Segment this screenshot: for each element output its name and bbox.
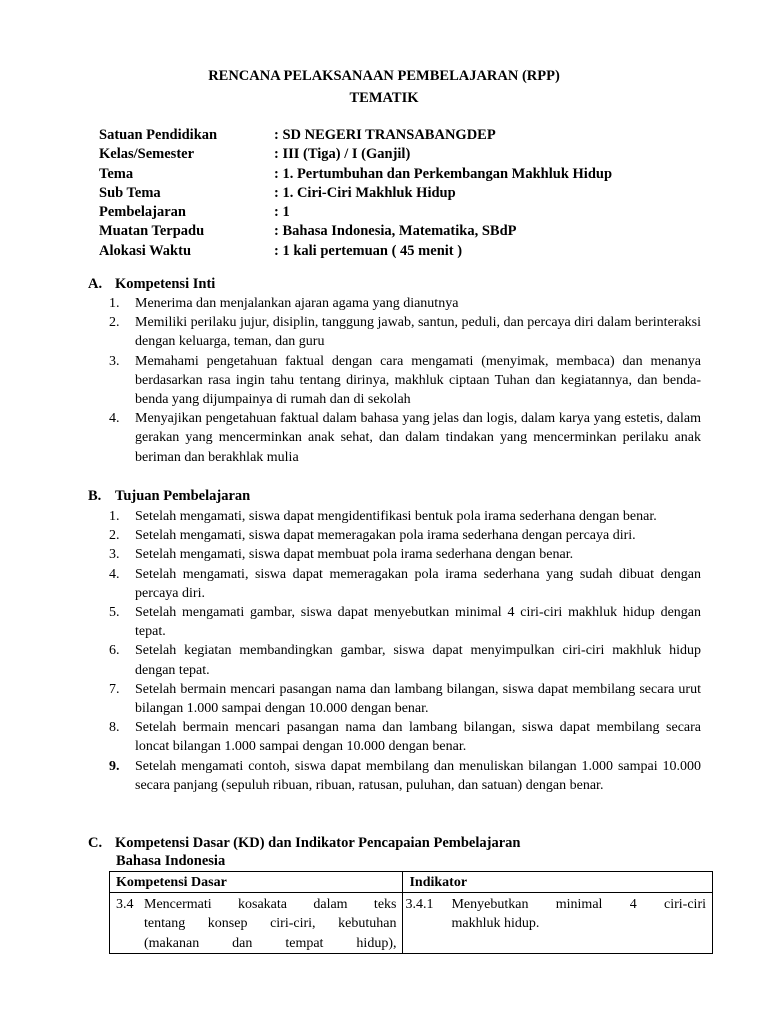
info-label: Muatan Terpadu	[99, 223, 205, 240]
list-item	[109, 507, 701, 526]
table-header-row	[110, 872, 713, 893]
item-number: 1.	[109, 296, 120, 311]
list-item	[109, 680, 701, 718]
indikator-line: Menyebutkan minimal 4 ciri-ciri	[451, 897, 706, 912]
kd-line: (makanan dan tempat hidup),	[144, 935, 397, 951]
list-item	[109, 313, 701, 351]
item-text: Setelah bermain mencari pasangan nama dan lambang bilangan, siswa dapat membilang secara urut bilangan 1.000 sampai dengan 10.000 dengan benar.	[135, 681, 701, 717]
item-text: Setelah mengamati, siswa dapat membuat pola irama sederhana dengan benar.	[135, 547, 574, 563]
identity-block	[99, 126, 739, 261]
tujuan-pembelajaran-list	[109, 507, 701, 795]
list-item	[109, 526, 701, 545]
item-text: Setelah mengamati, siswa dapat mengidentifikasi bentuk pola irama sederhana dengan benar.	[135, 509, 657, 524]
section-letter: B.	[88, 488, 102, 504]
info-row	[99, 165, 739, 184]
info-label: Kelas/Semester	[99, 146, 195, 163]
subject-heading: Bahasa Indonesia	[116, 853, 226, 869]
kd-line: Mencermati kosakata dalam teks	[144, 897, 397, 912]
section-letter: C.	[88, 835, 103, 851]
info-row	[99, 184, 739, 203]
column-header: Indikator	[403, 872, 713, 893]
item-number: 4.	[109, 411, 120, 427]
list-item	[109, 757, 701, 795]
indikator-line: makhluk hidup.	[451, 916, 540, 932]
info-value: : 1. Ciri-Ciri Makhluk Hidup	[274, 184, 456, 201]
item-number: 5.	[109, 605, 120, 621]
section-b-heading	[88, 487, 250, 506]
item-text: Setelah mengamati contoh, siswa dapat membilang dan menuliskan bilangan 1.000 sampai 10.000 secara panjang (sepuluh ribuan, ribuan, ratusan, puluhan, dan satuan) dengan benar.	[135, 758, 701, 793]
info-row	[99, 126, 739, 145]
column-header: Kompetensi Dasar	[110, 872, 403, 893]
item-text: Memahami pengetahuan faktual dengan cara mengamati (menyimak, membaca) dan menanya berdasarkan rasa ingin tahu tentang dirinya, makhluk ciptaan Tuhan dan kegiatannya, dan benda-benda yang dijumpainya di rumah dan di sekolah	[135, 353, 701, 408]
info-value: : 1. Pertumbuhan dan Perkembangan Makhluk Hidup	[274, 165, 613, 182]
item-text: Setelah mengamati, siswa dapat memeragakan pola irama sederhana dengan percaya diri.	[135, 528, 636, 544]
info-value: : Bahasa Indonesia, Matematika, SBdP	[274, 223, 517, 240]
section-a-heading	[88, 275, 215, 294]
info-row	[99, 203, 739, 222]
section-c-heading	[88, 834, 520, 853]
info-label: Alokasi Waktu	[99, 242, 192, 259]
info-row	[99, 242, 739, 261]
list-item	[109, 545, 701, 564]
list-item	[109, 718, 701, 756]
item-number: 3.	[109, 547, 120, 563]
document-subtitle: TEMATIK	[349, 90, 419, 106]
item-number: 3.	[109, 353, 120, 369]
item-number: 4.	[109, 566, 120, 582]
indikator-code: 3.4.1	[405, 897, 434, 912]
info-label: Sub Tema	[99, 184, 161, 201]
item-number: 2.	[109, 315, 120, 331]
list-item	[109, 294, 701, 313]
item-text: Setelah mengamati, siswa dapat memeragakan pola irama sederhana yang sudah dibuat dengan percaya diri.	[135, 566, 701, 601]
list-item	[109, 409, 701, 467]
item-number: 9.	[109, 758, 120, 774]
kd-indikator-table	[109, 871, 713, 954]
item-text: Setelah mengamati gambar, siswa dapat menyebutkan minimal 4 ciri-ciri makhluk hidup dengan tepat.	[135, 605, 701, 640]
info-value: : SD NEGERI TRANSABANGDEP	[274, 127, 496, 143]
kd-code: 3.4	[116, 897, 134, 912]
list-item	[109, 352, 701, 410]
section-title: Kompetensi Dasar (KD) dan Indikator Pencapaian Pembelajaran	[115, 835, 521, 851]
info-row	[99, 222, 739, 241]
item-number: 7.	[109, 681, 120, 697]
item-text: Memiliki perilaku jujur, disiplin, tanggung jawab, santun, peduli, dan percaya diri dalam berinteraksi dengan keluarga, teman, dan guru	[135, 315, 701, 350]
item-text: Menyajikan pengetahuan faktual dalam bahasa yang jelas dan logis, dalam karya yang estetis, dalam gerakan yang mencerminkan anak sehat, dan dalam tindakan yang mencerminkan perilaku anak beriman dan berakhlak mulia	[135, 411, 701, 465]
item-text: Menerima dan menjalankan ajaran agama yang dianutnya	[135, 296, 459, 311]
item-number: 6.	[109, 643, 120, 659]
item-text: Setelah bermain mencari pasangan nama dan lambang bilangan, siswa dapat membilang secara loncat bilangan 1.000 sampai dengan 10.000 dengan benar.	[135, 720, 701, 755]
info-label: Satuan Pendidikan	[99, 127, 218, 143]
item-number: 8.	[109, 720, 120, 736]
section-title: Tujuan Pembelajaran	[115, 488, 251, 504]
list-item	[109, 641, 701, 679]
list-item	[109, 565, 701, 603]
section-title: Kompetensi Inti	[115, 276, 216, 292]
kd-line: tentang konsep ciri-ciri, kebutuhan	[144, 916, 397, 932]
info-label: Pembelajaran	[99, 204, 186, 221]
table-row	[110, 893, 713, 954]
list-item	[109, 603, 701, 641]
info-label: Tema	[99, 165, 134, 182]
info-row	[99, 145, 739, 164]
indikator-cell	[403, 893, 713, 954]
item-text: Setelah kegiatan membandingkan gambar, siswa dapat menyimpulkan ciri-ciri makhluk hidup dengan tepat.	[135, 643, 701, 678]
item-number: 2.	[109, 528, 120, 544]
section-letter: A.	[88, 276, 103, 292]
document-title: RENCANA PELAKSANAAN PEMBELAJARAN (RPP)	[208, 68, 560, 84]
info-value: : 1 kali pertemuan ( 45 menit )	[274, 242, 463, 259]
kompetensi-inti-list	[109, 294, 701, 467]
info-value: : 1	[274, 204, 290, 221]
info-value: : III (Tiga) / I (Ganjil)	[274, 146, 411, 163]
kd-cell	[110, 893, 403, 954]
item-number: 1.	[109, 509, 120, 524]
